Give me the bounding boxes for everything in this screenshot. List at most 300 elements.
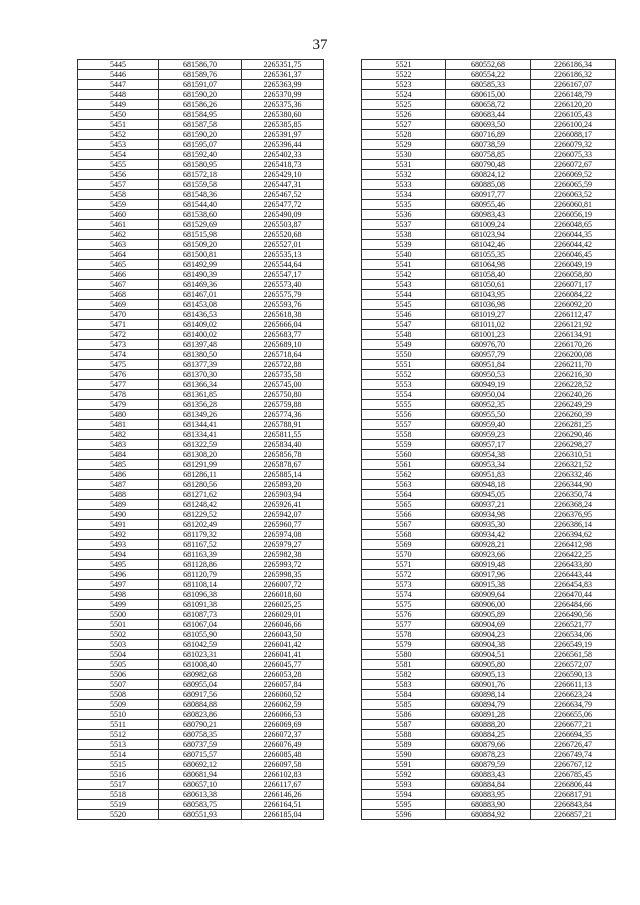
x-coordinate-cell: 680957,79 <box>446 350 531 360</box>
point-number-cell: 5474 <box>78 350 159 360</box>
table-row <box>78 470 324 480</box>
table-row <box>78 90 324 100</box>
y-coordinate-cell: 2266290,46 <box>531 430 616 440</box>
x-coordinate-cell: 681167,52 <box>159 540 242 550</box>
x-coordinate-cell: 680959,40 <box>446 420 531 430</box>
table-row <box>78 330 324 340</box>
point-number-cell: 5452 <box>78 130 159 140</box>
x-coordinate-cell: 680884,25 <box>446 730 531 740</box>
point-number-cell: 5547 <box>362 320 446 330</box>
table-row <box>362 560 616 570</box>
x-coordinate-cell: 680884,92 <box>446 810 531 820</box>
point-number-cell: 5454 <box>78 150 159 160</box>
table-row <box>78 320 324 330</box>
y-coordinate-cell: 2266120,20 <box>531 100 616 110</box>
point-number-cell: 5508 <box>78 690 159 700</box>
x-coordinate-cell: 680951,83 <box>446 470 531 480</box>
x-coordinate-cell: 681590,20 <box>159 130 242 140</box>
point-number-cell: 5517 <box>78 780 159 790</box>
x-coordinate-cell: 681050,61 <box>446 280 531 290</box>
point-number-cell: 5450 <box>78 110 159 120</box>
table-row <box>78 630 324 640</box>
point-number-cell: 5534 <box>362 190 446 200</box>
coordinates-table-left <box>77 59 324 820</box>
x-coordinate-cell: 680716,89 <box>446 130 531 140</box>
table-row <box>362 460 616 470</box>
table-row <box>362 540 616 550</box>
y-coordinate-cell: 2266186,34 <box>531 60 616 70</box>
table-row <box>362 220 616 230</box>
y-coordinate-cell: 2266454,83 <box>531 580 616 590</box>
table-row <box>78 60 324 70</box>
x-coordinate-cell: 680585,33 <box>446 80 531 90</box>
y-coordinate-cell: 2266843,84 <box>531 800 616 810</box>
x-coordinate-cell: 680934,98 <box>446 510 531 520</box>
table-row <box>78 190 324 200</box>
y-coordinate-cell: 2266071,17 <box>531 280 616 290</box>
x-coordinate-cell: 681492,99 <box>159 260 242 270</box>
point-number-cell: 5551 <box>362 360 446 370</box>
point-number-cell: 5535 <box>362 200 446 210</box>
point-number-cell: 5483 <box>78 440 159 450</box>
x-coordinate-cell: 681001,23 <box>446 330 531 340</box>
point-number-cell: 5507 <box>78 680 159 690</box>
point-number-cell: 5481 <box>78 420 159 430</box>
table-row <box>362 120 616 130</box>
x-coordinate-cell: 681344,41 <box>159 420 242 430</box>
y-coordinate-cell: 2265593,76 <box>242 300 324 310</box>
x-coordinate-cell: 680692,12 <box>159 760 242 770</box>
x-coordinate-cell: 680883,43 <box>446 770 531 780</box>
y-coordinate-cell: 2266655,06 <box>531 710 616 720</box>
y-coordinate-cell: 2265447,31 <box>242 180 324 190</box>
table-row <box>362 650 616 660</box>
x-coordinate-cell: 681248,42 <box>159 500 242 510</box>
x-coordinate-cell: 681469,36 <box>159 280 242 290</box>
x-coordinate-cell: 681349,26 <box>159 410 242 420</box>
table-row <box>78 80 324 90</box>
table-row <box>362 510 616 520</box>
table-row <box>362 750 616 760</box>
x-coordinate-cell: 680879,66 <box>446 740 531 750</box>
y-coordinate-cell: 2266060,81 <box>531 200 616 210</box>
point-number-cell: 5477 <box>78 380 159 390</box>
x-coordinate-cell: 681229,52 <box>159 510 242 520</box>
y-coordinate-cell: 2265490,09 <box>242 210 324 220</box>
y-coordinate-cell: 2265477,72 <box>242 200 324 210</box>
x-coordinate-cell: 680905,80 <box>446 660 531 670</box>
point-number-cell: 5572 <box>362 570 446 580</box>
x-coordinate-cell: 680915,38 <box>446 580 531 590</box>
point-number-cell: 5480 <box>78 410 159 420</box>
y-coordinate-cell: 2266044,42 <box>531 240 616 250</box>
table-row <box>78 390 324 400</box>
x-coordinate-cell: 680919,48 <box>446 560 531 570</box>
x-coordinate-cell: 681400,02 <box>159 330 242 340</box>
y-coordinate-cell: 2266117,67 <box>242 780 324 790</box>
point-number-cell: 5462 <box>78 230 159 240</box>
y-coordinate-cell: 2265903,94 <box>242 490 324 500</box>
table-row <box>362 150 616 160</box>
x-coordinate-cell: 680934,42 <box>446 530 531 540</box>
point-number-cell: 5590 <box>362 750 446 760</box>
point-number-cell: 5449 <box>78 100 159 110</box>
point-number-cell: 5562 <box>362 470 446 480</box>
point-number-cell: 5538 <box>362 230 446 240</box>
point-number-cell: 5489 <box>78 500 159 510</box>
table-row <box>78 500 324 510</box>
x-coordinate-cell: 680888,20 <box>446 720 531 730</box>
x-coordinate-cell: 680681,94 <box>159 770 242 780</box>
y-coordinate-cell: 2265856,78 <box>242 450 324 460</box>
y-coordinate-cell: 2265735,58 <box>242 370 324 380</box>
y-coordinate-cell: 2266046,66 <box>242 620 324 630</box>
x-coordinate-cell: 681490,39 <box>159 270 242 280</box>
x-coordinate-cell: 681529,69 <box>159 220 242 230</box>
table-row <box>78 690 324 700</box>
point-number-cell: 5448 <box>78 90 159 100</box>
table-row <box>78 400 324 410</box>
point-number-cell: 5527 <box>362 120 446 130</box>
point-number-cell: 5487 <box>78 480 159 490</box>
table-row <box>78 730 324 740</box>
y-coordinate-cell: 2265467,52 <box>242 190 324 200</box>
table-row <box>78 430 324 440</box>
x-coordinate-cell: 680950,53 <box>446 370 531 380</box>
y-coordinate-cell: 2266857,21 <box>531 810 616 820</box>
table-row <box>362 310 616 320</box>
y-coordinate-cell: 2266634,79 <box>531 700 616 710</box>
x-coordinate-cell: 680683,44 <box>446 110 531 120</box>
y-coordinate-cell: 2266412,98 <box>531 540 616 550</box>
point-number-cell: 5531 <box>362 160 446 170</box>
table-row <box>362 440 616 450</box>
y-coordinate-cell: 2266310,51 <box>531 450 616 460</box>
y-coordinate-cell: 2266121,92 <box>531 320 616 330</box>
point-number-cell: 5533 <box>362 180 446 190</box>
x-coordinate-cell: 680983,43 <box>446 210 531 220</box>
x-coordinate-cell: 680883,95 <box>446 790 531 800</box>
y-coordinate-cell: 2266806,44 <box>531 780 616 790</box>
x-coordinate-cell: 680923,66 <box>446 550 531 560</box>
y-coordinate-cell: 2266694,35 <box>531 730 616 740</box>
x-coordinate-cell: 681286,11 <box>159 470 242 480</box>
point-number-cell: 5539 <box>362 240 446 250</box>
table-row <box>78 700 324 710</box>
coordinates-table-right <box>361 59 616 820</box>
x-coordinate-cell: 680552,68 <box>446 60 531 70</box>
y-coordinate-cell: 2266281,25 <box>531 420 616 430</box>
table-row <box>362 270 616 280</box>
x-coordinate-cell: 681202,49 <box>159 520 242 530</box>
point-number-cell: 5560 <box>362 450 446 460</box>
x-coordinate-cell: 681163,39 <box>159 550 242 560</box>
point-number-cell: 5554 <box>362 390 446 400</box>
table-row <box>362 70 616 80</box>
x-coordinate-cell: 681179,32 <box>159 530 242 540</box>
point-number-cell: 5467 <box>78 280 159 290</box>
point-number-cell: 5564 <box>362 490 446 500</box>
point-number-cell: 5460 <box>78 210 159 220</box>
y-coordinate-cell: 2265974,08 <box>242 530 324 540</box>
y-coordinate-cell: 2265527,01 <box>242 240 324 250</box>
point-number-cell: 5485 <box>78 460 159 470</box>
x-coordinate-cell: 681308,20 <box>159 450 242 460</box>
y-coordinate-cell: 2266045,77 <box>242 660 324 670</box>
x-coordinate-cell: 680583,75 <box>159 800 242 810</box>
y-coordinate-cell: 2265396,44 <box>242 140 324 150</box>
table-row <box>362 290 616 300</box>
table-row <box>78 420 324 430</box>
table-row <box>78 640 324 650</box>
table-row <box>362 670 616 680</box>
table-row <box>362 480 616 490</box>
x-coordinate-cell: 680894,79 <box>446 700 531 710</box>
point-number-cell: 5585 <box>362 700 446 710</box>
x-coordinate-cell: 681120,79 <box>159 570 242 580</box>
y-coordinate-cell: 2266368,24 <box>531 500 616 510</box>
x-coordinate-cell: 681096,38 <box>159 590 242 600</box>
point-number-cell: 5525 <box>362 100 446 110</box>
table-row <box>362 160 616 170</box>
point-number-cell: 5555 <box>362 400 446 410</box>
x-coordinate-cell: 681023,94 <box>446 230 531 240</box>
y-coordinate-cell: 2266058,80 <box>531 270 616 280</box>
y-coordinate-cell: 2265750,80 <box>242 390 324 400</box>
point-number-cell: 5490 <box>78 510 159 520</box>
table-row <box>78 150 324 160</box>
table-row <box>362 740 616 750</box>
table-row <box>362 660 616 670</box>
table-row <box>78 350 324 360</box>
point-number-cell: 5451 <box>78 120 159 130</box>
x-coordinate-cell: 680884,84 <box>446 780 531 790</box>
x-coordinate-cell: 680758,85 <box>446 150 531 160</box>
y-coordinate-cell: 2265982,38 <box>242 550 324 560</box>
table-row <box>78 180 324 190</box>
y-coordinate-cell: 2266044,35 <box>531 230 616 240</box>
table-row <box>362 580 616 590</box>
table-row <box>78 360 324 370</box>
point-number-cell: 5526 <box>362 110 446 120</box>
y-coordinate-cell: 2266228,52 <box>531 380 616 390</box>
y-coordinate-cell: 2266490,56 <box>531 610 616 620</box>
point-number-cell: 5581 <box>362 660 446 670</box>
page-number: 37 <box>312 37 328 53</box>
x-coordinate-cell: 681087,73 <box>159 610 242 620</box>
x-coordinate-cell: 680898,14 <box>446 690 531 700</box>
x-coordinate-cell: 681366,34 <box>159 380 242 390</box>
y-coordinate-cell: 2266018,60 <box>242 590 324 600</box>
table-row <box>362 680 616 690</box>
x-coordinate-cell: 681586,70 <box>159 60 242 70</box>
x-coordinate-cell: 680982,68 <box>159 670 242 680</box>
point-number-cell: 5505 <box>78 660 159 670</box>
point-number-cell: 5569 <box>362 540 446 550</box>
point-number-cell: 5524 <box>362 90 446 100</box>
y-coordinate-cell: 2266069,52 <box>531 170 616 180</box>
table-row <box>78 750 324 760</box>
table-row <box>362 520 616 530</box>
point-number-cell: 5459 <box>78 200 159 210</box>
point-number-cell: 5482 <box>78 430 159 440</box>
x-coordinate-cell: 680906,00 <box>446 600 531 610</box>
y-coordinate-cell: 2266065,59 <box>531 180 616 190</box>
x-coordinate-cell: 680904,38 <box>446 640 531 650</box>
point-number-cell: 5550 <box>362 350 446 360</box>
table-row <box>362 370 616 380</box>
table-row <box>362 250 616 260</box>
point-number-cell: 5589 <box>362 740 446 750</box>
y-coordinate-cell: 2266433,80 <box>531 560 616 570</box>
y-coordinate-cell: 2265926,41 <box>242 500 324 510</box>
x-coordinate-cell: 681467,01 <box>159 290 242 300</box>
x-coordinate-cell: 680790,48 <box>446 160 531 170</box>
x-coordinate-cell: 680904,51 <box>446 650 531 660</box>
point-number-cell: 5510 <box>78 710 159 720</box>
point-number-cell: 5565 <box>362 500 446 510</box>
table-row <box>78 280 324 290</box>
point-number-cell: 5478 <box>78 390 159 400</box>
point-number-cell: 5506 <box>78 670 159 680</box>
y-coordinate-cell: 2265683,77 <box>242 330 324 340</box>
point-number-cell: 5549 <box>362 340 446 350</box>
y-coordinate-cell: 2266590,13 <box>531 670 616 680</box>
table-row <box>362 380 616 390</box>
table-row <box>78 160 324 170</box>
y-coordinate-cell: 2265960,77 <box>242 520 324 530</box>
y-coordinate-cell: 2266344,90 <box>531 480 616 490</box>
x-coordinate-cell: 681586,26 <box>159 100 242 110</box>
point-number-cell: 5498 <box>78 590 159 600</box>
point-number-cell: 5537 <box>362 220 446 230</box>
x-coordinate-cell: 681108,14 <box>159 580 242 590</box>
x-coordinate-cell: 680904,23 <box>446 630 531 640</box>
x-coordinate-cell: 681011,02 <box>446 320 531 330</box>
table-row <box>78 140 324 150</box>
table-row <box>362 810 616 820</box>
y-coordinate-cell: 2266749,74 <box>531 750 616 760</box>
table-row <box>78 450 324 460</box>
point-number-cell: 5594 <box>362 790 446 800</box>
y-coordinate-cell: 2265375,36 <box>242 100 324 110</box>
y-coordinate-cell: 2266321,52 <box>531 460 616 470</box>
x-coordinate-cell: 681548,36 <box>159 190 242 200</box>
point-number-cell: 5497 <box>78 580 159 590</box>
point-number-cell: 5542 <box>362 270 446 280</box>
y-coordinate-cell: 2266105,43 <box>531 110 616 120</box>
table-row <box>78 480 324 490</box>
x-coordinate-cell: 681009,24 <box>446 220 531 230</box>
x-coordinate-cell: 681370,30 <box>159 370 242 380</box>
table-row <box>78 760 324 770</box>
table-row <box>78 510 324 520</box>
x-coordinate-cell: 681008,40 <box>159 660 242 670</box>
point-number-cell: 5470 <box>78 310 159 320</box>
point-number-cell: 5511 <box>78 720 159 730</box>
y-coordinate-cell: 2265788,91 <box>242 420 324 430</box>
table-row <box>78 490 324 500</box>
point-number-cell: 5501 <box>78 620 159 630</box>
y-coordinate-cell: 2265370,99 <box>242 90 324 100</box>
table-row <box>362 600 616 610</box>
y-coordinate-cell: 2265575,79 <box>242 290 324 300</box>
table-row <box>362 500 616 510</box>
x-coordinate-cell: 680905,89 <box>446 610 531 620</box>
x-coordinate-cell: 681590,20 <box>159 90 242 100</box>
y-coordinate-cell: 2266572,07 <box>531 660 616 670</box>
table-row <box>78 370 324 380</box>
x-coordinate-cell: 681453,08 <box>159 300 242 310</box>
table-row <box>78 70 324 80</box>
table-row <box>362 400 616 410</box>
table-row <box>362 490 616 500</box>
y-coordinate-cell: 2265834,40 <box>242 440 324 450</box>
table-row <box>362 760 616 770</box>
x-coordinate-cell: 680935,30 <box>446 520 531 530</box>
x-coordinate-cell: 681042,59 <box>159 640 242 650</box>
y-coordinate-cell: 2265689,10 <box>242 340 324 350</box>
point-number-cell: 5586 <box>362 710 446 720</box>
point-number-cell: 5492 <box>78 530 159 540</box>
x-coordinate-cell: 681377,39 <box>159 360 242 370</box>
point-number-cell: 5484 <box>78 450 159 460</box>
x-coordinate-cell: 680950,04 <box>446 390 531 400</box>
point-number-cell: 5588 <box>362 730 446 740</box>
y-coordinate-cell: 2266075,33 <box>531 150 616 160</box>
x-coordinate-cell: 680917,56 <box>159 690 242 700</box>
point-number-cell: 5465 <box>78 260 159 270</box>
y-coordinate-cell: 2266394,62 <box>531 530 616 540</box>
y-coordinate-cell: 2266057,84 <box>242 680 324 690</box>
y-coordinate-cell: 2266063,52 <box>531 190 616 200</box>
x-coordinate-cell: 681584,95 <box>159 110 242 120</box>
y-coordinate-cell: 2266185,04 <box>242 810 324 820</box>
table-row <box>362 280 616 290</box>
y-coordinate-cell: 2266048,65 <box>531 220 616 230</box>
point-number-cell: 5548 <box>362 330 446 340</box>
point-number-cell: 5446 <box>78 70 159 80</box>
table-row <box>78 340 324 350</box>
table-row <box>362 430 616 440</box>
x-coordinate-cell: 681058,40 <box>446 270 531 280</box>
point-number-cell: 5557 <box>362 420 446 430</box>
y-coordinate-cell: 2266298,27 <box>531 440 616 450</box>
table-row <box>78 530 324 540</box>
table-row <box>362 100 616 110</box>
point-number-cell: 5515 <box>78 760 159 770</box>
y-coordinate-cell: 2265544,64 <box>242 260 324 270</box>
table-row <box>362 260 616 270</box>
y-coordinate-cell: 2265418,73 <box>242 160 324 170</box>
y-coordinate-cell: 2265774,36 <box>242 410 324 420</box>
y-coordinate-cell: 2265759,88 <box>242 400 324 410</box>
table-row <box>362 360 616 370</box>
y-coordinate-cell: 2265998,35 <box>242 570 324 580</box>
x-coordinate-cell: 680693,50 <box>446 120 531 130</box>
point-number-cell: 5566 <box>362 510 446 520</box>
point-number-cell: 5523 <box>362 80 446 90</box>
y-coordinate-cell: 2266211,70 <box>531 360 616 370</box>
point-number-cell: 5445 <box>78 60 159 70</box>
x-coordinate-cell: 680737,59 <box>159 740 242 750</box>
x-coordinate-cell: 680885,08 <box>446 180 531 190</box>
y-coordinate-cell: 2265535,13 <box>242 250 324 260</box>
table-row <box>78 540 324 550</box>
table-row <box>362 230 616 240</box>
y-coordinate-cell: 2266386,14 <box>531 520 616 530</box>
y-coordinate-cell: 2266088,17 <box>531 130 616 140</box>
